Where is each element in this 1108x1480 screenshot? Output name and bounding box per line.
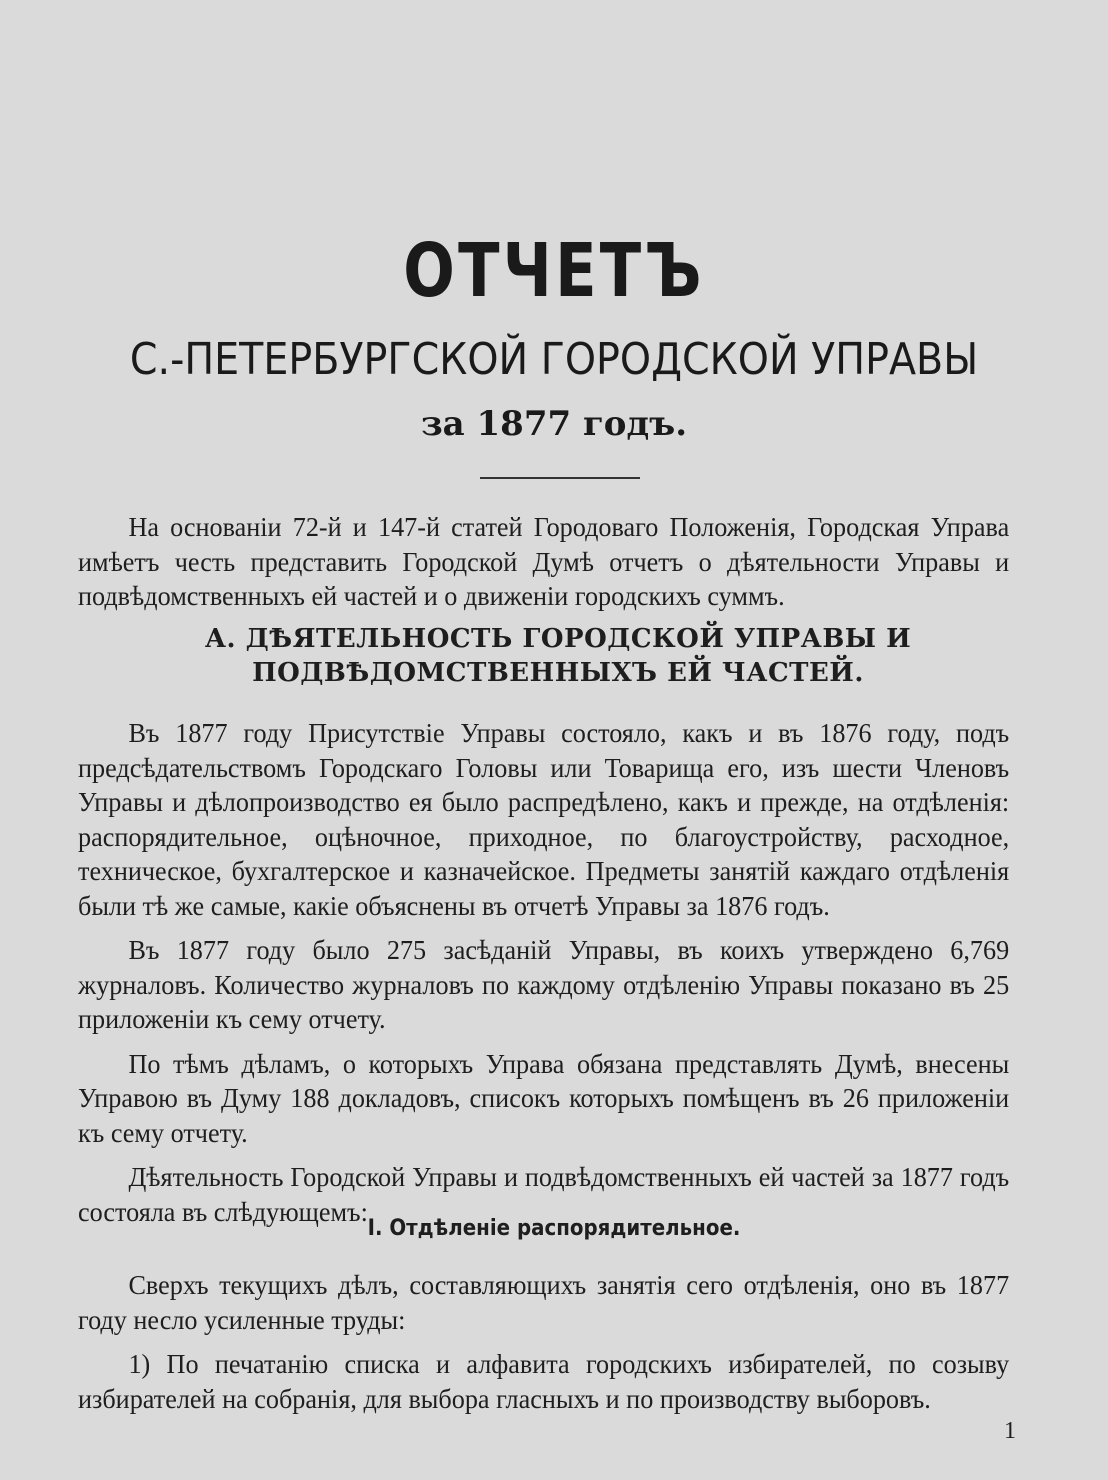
paragraph: 1) По печатанiю списка и алфавита городскихъ избирателей, по созыву избирателей на собранiя, для выбора гласныхъ и по производству выборовъ.: [78, 1349, 1010, 1414]
main-paragraphs: [78, 716, 1009, 1229]
paragraph: Въ 1877 году было 275 засѣданiй Управы, въ коихъ утверждено 6,769 журналовъ. Количество журналовъ по каждому отдѣленiю Управы показано въ 25 приложенiи къ сему отчету.: [78, 935, 1010, 1034]
tail-paragraphs: [78, 1268, 1009, 1416]
document-title: ОТЧЕТЪ: [403, 228, 705, 314]
intro-paragraph-block: [78, 510, 1009, 614]
year-line: за 1877 годъ.: [420, 404, 688, 444]
title-divider: [480, 477, 640, 479]
paragraph: По тѣмъ дѣламъ, о которыхъ Управа обязана представлять Думѣ, внесены Управою въ Думу 188 докладовъ, списокъ которыхъ помѣщенъ въ 26 приложенiи къ сему отчету.: [78, 1048, 1010, 1148]
document-subtitle: С.-ПЕТЕРБУРГСКОЙ ГОРОДСКОЙ УПРАВЫ: [129, 334, 979, 385]
paragraph: Дѣятельность Городской Управы и подвѣдомственныхъ ей частей за 1877 годъ состояла въ слѣдующемъ:: [78, 1162, 1010, 1227]
subsection-heading: I. Отдѣленiе распорядительное.: [367, 1216, 741, 1241]
paragraph: Сверхъ текущихъ дѣлъ, составляющихъ занятiя сего отдѣленiя, оно въ 1877 году несло усиленные труды:: [78, 1270, 1010, 1335]
paragraph: Въ 1877 году Присутствiе Управы состояло, какъ и въ 1876 году, подъ предсѣдательствомъ Городскаго Головы или Товарища его, изъ шести Членовъ Управы и дѣлопроизводство ея было распредѣлено, какъ и прежде, на отдѣленiя: распорядительное, оцѣночное, приходное, по благоустройству, расходное, техническое, бухгалтерское и казначейское. Предметы занятiй каждаго отдѣленiя были тѣ же самые, какiе объяснены въ отчетѣ Управы за 1876 годъ.: [78, 718, 1010, 921]
intro-paragraph: На основанiи 72-й и 147-й статей Городоваго Положенiя, Городская Управа имѣетъ честь представить Городской Думѣ отчетъ о дѣятельности Управы и подвѣдомственныхъ ей частей и о движенiи городскихъ суммъ.: [78, 512, 1010, 611]
page-number: 1: [1004, 1418, 1016, 1444]
section-a-heading: А. ДѢЯТЕЛЬНОСТЬ ГОРОДСКОЙ УПРАВЫ И ПОДВѢДОМСТВЕННЫХЪ ЕЙ ЧАСТЕЙ.: [204, 624, 912, 688]
